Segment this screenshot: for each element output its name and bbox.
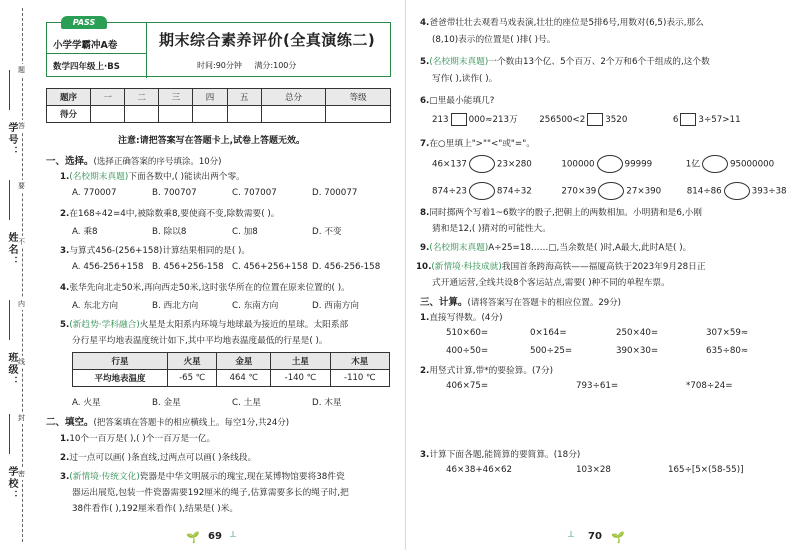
q-number: 3.	[60, 472, 70, 482]
exam-full-score: 满分:100分	[254, 61, 297, 70]
planet-cell: -140 ℃	[271, 370, 330, 387]
q-tag: (名校期末真题)	[69, 172, 129, 182]
q-tag: (新情境·传统文化)	[69, 472, 140, 482]
r-q6	[420, 94, 494, 106]
compare-left: 46×137	[432, 159, 467, 170]
s2-q3	[60, 470, 345, 482]
planet-temperature-table	[72, 352, 390, 387]
seal-char: 封	[18, 414, 25, 422]
compare-right: 99999	[624, 159, 653, 170]
answer-box[interactable]	[587, 113, 603, 126]
q-tag: (名校期末真题)	[429, 243, 489, 253]
q-text: 10个一百万是( ),( )个一百万是一亿。	[69, 434, 216, 444]
q-text: 在168÷42=4中,被除数乘8,要使商不变,除数需要( )。	[69, 209, 280, 219]
compare-right: 95000000	[729, 159, 775, 170]
compare-left: 814÷86	[686, 186, 722, 197]
s1-q3-option-d[interactable]: D. 456-256-158	[312, 262, 381, 272]
calc-item: 0×164=	[530, 328, 567, 338]
page-number-left: 69	[208, 531, 222, 542]
calc-item: 390×30=	[616, 346, 659, 356]
calc-item: 307×59≈	[706, 328, 749, 338]
r-q10-cont: 式开通运营,全线共设8个客运站点,需要( )种不同的单程车票。	[432, 278, 670, 288]
planet-table-header	[73, 353, 390, 370]
q-tag: (名校期末真题)	[429, 57, 489, 67]
q-number: 5.	[60, 320, 70, 330]
q-text: 我国首条跨海高铁——福厦高铁于2023年9月28日正	[501, 262, 706, 272]
compare-left: 100000	[561, 159, 595, 170]
q-text: 下面各数中,( )能读出两个零。	[128, 172, 245, 182]
seal-char: 要	[18, 182, 25, 190]
right-page	[405, 0, 800, 550]
cut-line	[22, 8, 23, 542]
s1-q1-option-c[interactable]: C. 707007	[232, 188, 277, 198]
s1-q4-option-a[interactable]: A. 东北方向	[72, 301, 119, 311]
school-blank[interactable]	[9, 414, 10, 454]
calc-item: 635÷80≈	[706, 346, 749, 356]
score-cell[interactable]	[326, 106, 391, 123]
grade-label: 数学四年级上·BS	[53, 62, 120, 72]
compare-right: 874÷32	[496, 186, 532, 197]
calc-item: 510×60=	[446, 328, 489, 338]
r-q7	[420, 137, 535, 149]
q-number: 1.	[60, 434, 70, 444]
section-1-heading	[46, 153, 221, 167]
planet-col-header: 土星	[271, 353, 330, 370]
score-col-header: 五	[227, 89, 261, 106]
score-col-header: 四	[193, 89, 227, 106]
exam-title: 期末综合素养评价(全真演练二)	[159, 31, 376, 49]
s1-q4-option-d[interactable]: D. 西南方向	[312, 301, 359, 311]
page-number-right: 70	[588, 531, 602, 542]
q-number: 4.	[60, 283, 70, 293]
s2-q2	[60, 451, 256, 463]
brand-block	[47, 18, 147, 78]
q-text: 与算式456-(256+158)计算结果相同的是( )。	[69, 246, 251, 256]
seal-char: 密	[18, 470, 25, 478]
section-2-note: (把答案填在答题卡的相应横线上。每空1分,共24分)	[93, 418, 290, 428]
score-table-header	[47, 89, 391, 106]
student-id-blank[interactable]	[9, 70, 10, 110]
r-q6-items	[432, 113, 741, 126]
calc-item: 793÷61=	[576, 381, 619, 391]
s1-q1-option-b[interactable]: B. 700707	[152, 188, 197, 198]
s2-q3-cont: 器运出展览,包装一件瓷器需要192厘米的绳子,估算需要多长的绳子时,把	[72, 488, 349, 498]
s1-q2-option-a[interactable]: A. 乘8	[72, 227, 98, 237]
planet-cell: 464 ℃	[217, 370, 271, 387]
q-number: 4.	[420, 18, 430, 28]
s1-q5-stem-cont: 分行星平均地表温度统计如下,其中平均地表温度最低的行星是( )。	[72, 336, 328, 346]
seal-char: 内	[18, 300, 25, 308]
seal-char: 题	[18, 66, 25, 74]
calc-item: 103×28	[576, 465, 611, 475]
planet-cell: -65 ℃	[167, 370, 217, 387]
compare-left: 270×39	[561, 186, 597, 197]
s2-q3-cont: 38件看作( ),192厘米看作( ),结果是( )米。	[72, 504, 239, 514]
seal-char: 线	[18, 358, 25, 366]
q-text: 过一点可以画( )条直线,过两点可以画( )条线段。	[69, 453, 257, 463]
q-number: 10.	[416, 262, 432, 272]
q-number: 1.	[420, 313, 430, 323]
q-text: 瓷器是中华文明展示的瑰宝,现在某博物馆要将38件瓷	[139, 472, 345, 482]
s1-q2-option-c[interactable]: C. 加8	[232, 227, 258, 237]
score-row	[47, 106, 391, 123]
compare-right: 23×280	[496, 159, 532, 170]
s1-q1-option-d[interactable]: D. 700077	[312, 188, 358, 198]
q-text: 同时掷两个写着1~6数字的骰子,把朝上的两数相加。小明猜和是6,小刚	[429, 208, 702, 218]
compare-right: 393÷38	[751, 186, 787, 197]
answer-notice: 注意:请把答案写在答题卡上,试卷上答题无效。	[118, 136, 306, 146]
calc-item: 165÷[5×(58-55)]	[668, 465, 744, 475]
leaf-icon: ⟂	[230, 530, 237, 540]
section-1-title: 一、选择。	[46, 156, 94, 167]
name-label: 姓名：	[6, 232, 17, 268]
s1-q3-option-a[interactable]: A. 456-256+158	[72, 262, 144, 272]
pass-logo: PASS	[61, 16, 107, 29]
r-c1	[420, 311, 502, 323]
planet-cell: -110 ℃	[330, 370, 389, 387]
planet-col-header: 金星	[217, 353, 271, 370]
exam-meta	[197, 60, 306, 71]
exam-time: 时间:90分钟	[197, 61, 242, 70]
section-2-heading	[46, 414, 289, 428]
score-col-header: 一	[91, 89, 125, 106]
binding-strip	[0, 0, 36, 550]
calc-item: 500÷25=	[530, 346, 573, 356]
s1-q2-option-d[interactable]: D. 不变	[312, 227, 342, 237]
s1-q4-option-b[interactable]: B. 西北方向	[152, 301, 199, 311]
calc-item: 400÷50=	[446, 346, 489, 356]
s1-q2-option-b[interactable]: B. 除以8	[152, 227, 187, 237]
r-q5-cont: 写作( ),读作( )。	[432, 74, 498, 84]
s1-q3-stem	[60, 244, 250, 256]
score-col-header: 等级	[326, 89, 391, 106]
compare-circle[interactable]	[469, 182, 495, 200]
q-number: 3.	[420, 450, 430, 460]
compare-left: 1亿	[685, 159, 700, 170]
leaf-icon: ⟂	[568, 530, 575, 540]
compare-left: 874÷23	[432, 186, 467, 197]
score-col-header: 三	[159, 89, 193, 106]
r-q4-cont: (8,10)表示的位置是( )排( )号。	[432, 35, 556, 45]
section-1-note: (选择正确答案的序号填涂。10分)	[93, 157, 222, 167]
score-col-header: 题序	[47, 89, 91, 106]
calc-item: *708÷24=	[686, 381, 733, 391]
sprout-icon: 🌱	[186, 531, 200, 544]
q-text: 火星是太阳系内环境与地球最为接近的星球。太阳系部	[139, 320, 349, 330]
section-3-title: 三、计算。	[420, 297, 468, 308]
q-text: 一个数由13个亿、5个百万、2个万和6个千组成的,这个数	[488, 57, 710, 67]
calc-item: 250×40=	[616, 328, 659, 338]
calc-item: 46×38+46×62	[446, 465, 513, 475]
planet-table-row	[73, 370, 390, 387]
r-q10	[416, 260, 706, 272]
r-q7-row2	[432, 182, 787, 200]
q6-part: 256500<2	[539, 115, 586, 125]
s1-q1-stem	[60, 170, 245, 182]
score-row-label: 得分	[47, 106, 91, 123]
q-text: 张华先向北走50米,再向西走50米,这时张华所在的位置在原来位置的( )。	[69, 283, 350, 293]
r-q4	[420, 16, 704, 28]
section-2-title: 二、填空。	[46, 417, 94, 428]
q-number: 5.	[420, 57, 430, 67]
score-table	[46, 88, 391, 123]
brand-divider	[47, 53, 146, 54]
s1-q3-option-c[interactable]: C. 456+256+158	[232, 262, 308, 272]
q-number: 6.	[420, 96, 430, 106]
q-tag: (新情境·科技成就)	[431, 262, 502, 272]
q6-part: 3520	[605, 115, 628, 125]
q6-part: 000≈213万	[468, 115, 518, 125]
q-text: 在○里填上">""<"或"="。	[429, 139, 535, 149]
s1-q5-option-c[interactable]: C. 土星	[232, 398, 261, 408]
q6-part: 6	[672, 115, 679, 125]
calc-item: 406×75=	[446, 381, 489, 391]
compare-circle[interactable]	[724, 182, 750, 200]
s1-q1-option-a[interactable]: A. 770007	[72, 188, 117, 198]
s1-q5-option-d[interactable]: D. 木星	[312, 398, 342, 408]
r-q7-row1	[432, 155, 774, 173]
seal-char: 不	[18, 238, 25, 246]
r-q9	[420, 241, 691, 253]
s1-q2-stem	[60, 207, 279, 219]
q-text: A÷25=18……□,当余数是( )时,A最大,此时A是( )。	[488, 243, 692, 253]
planet-col-header: 行星	[73, 353, 168, 370]
section-3-heading	[420, 294, 621, 308]
student-id-label: 学号：	[6, 122, 17, 158]
planet-row-label: 平均地表温度	[73, 370, 168, 387]
s1-q5-option-b[interactable]: B. 金星	[152, 398, 181, 408]
planet-col-header: 木星	[330, 353, 389, 370]
s1-q3-option-b[interactable]: B. 456+256-158	[152, 262, 224, 272]
r-c2	[420, 364, 553, 376]
answer-box[interactable]	[451, 113, 467, 126]
score-col-header: 二	[125, 89, 159, 106]
seal-char: 答	[18, 122, 25, 130]
planet-col-header: 火星	[167, 353, 217, 370]
exam-header	[46, 18, 391, 77]
q6-part: 213	[432, 115, 449, 125]
score-cell[interactable]	[227, 106, 261, 123]
answer-box[interactable]	[680, 113, 696, 126]
q6-part: 3÷57>11	[698, 115, 741, 125]
compare-circle[interactable]	[598, 182, 624, 200]
q-number: 2.	[60, 209, 70, 219]
class-blank[interactable]	[9, 300, 10, 340]
score-cell[interactable]	[159, 106, 193, 123]
r-q8	[420, 206, 702, 218]
q-text: 计算下面各题,能简算的要简算。(18分)	[429, 450, 581, 460]
score-cell[interactable]	[193, 106, 227, 123]
score-cell[interactable]	[125, 106, 159, 123]
q-number: 1.	[60, 172, 70, 182]
series-name: 小学学霸冲A卷	[53, 40, 118, 51]
compare-circle[interactable]	[597, 155, 623, 173]
s1-q4-option-c[interactable]: C. 东南方向	[232, 301, 279, 311]
q-number: 3.	[60, 246, 70, 256]
name-blank[interactable]	[9, 180, 10, 220]
q-number: 9.	[420, 243, 430, 253]
score-cell[interactable]	[91, 106, 125, 123]
s1-q5-option-a[interactable]: A. 火星	[72, 398, 101, 408]
r-q5	[420, 55, 710, 67]
school-label: 学校：	[6, 466, 17, 502]
q-text: 直接写得数。(4分)	[429, 313, 503, 323]
r-c3	[420, 448, 580, 460]
r-q8-cont: 猜和是12,( )猜对的可能性大。	[432, 224, 551, 234]
q-number: 8.	[420, 208, 430, 218]
compare-circle[interactable]	[702, 155, 728, 173]
s1-q5-stem	[60, 318, 348, 330]
q-text: 用竖式计算,带*的要验算。(7分)	[429, 366, 554, 376]
sprout-icon: 🌱	[611, 531, 625, 544]
s1-q4-stem	[60, 281, 350, 293]
section-3-note: (请将答案写在答题卡的相应位置。29分)	[467, 298, 621, 308]
score-cell[interactable]	[261, 106, 326, 123]
q-number: 2.	[420, 366, 430, 376]
class-label: 班级：	[6, 352, 17, 388]
q-text: 爸爸带壮壮去观看马戏表演,壮壮的座位是5排6号,用数对(6,5)表示,那么	[429, 18, 704, 28]
q-text: □里最小能填几?	[429, 96, 495, 106]
score-col-header: 总分	[261, 89, 326, 106]
compare-right: 27×390	[626, 186, 662, 197]
q-number: 7.	[420, 139, 430, 149]
q-tag: (新趋势·学科融合)	[69, 320, 140, 330]
q-number: 2.	[60, 453, 70, 463]
compare-circle[interactable]	[469, 155, 495, 173]
s2-q1	[60, 432, 215, 444]
